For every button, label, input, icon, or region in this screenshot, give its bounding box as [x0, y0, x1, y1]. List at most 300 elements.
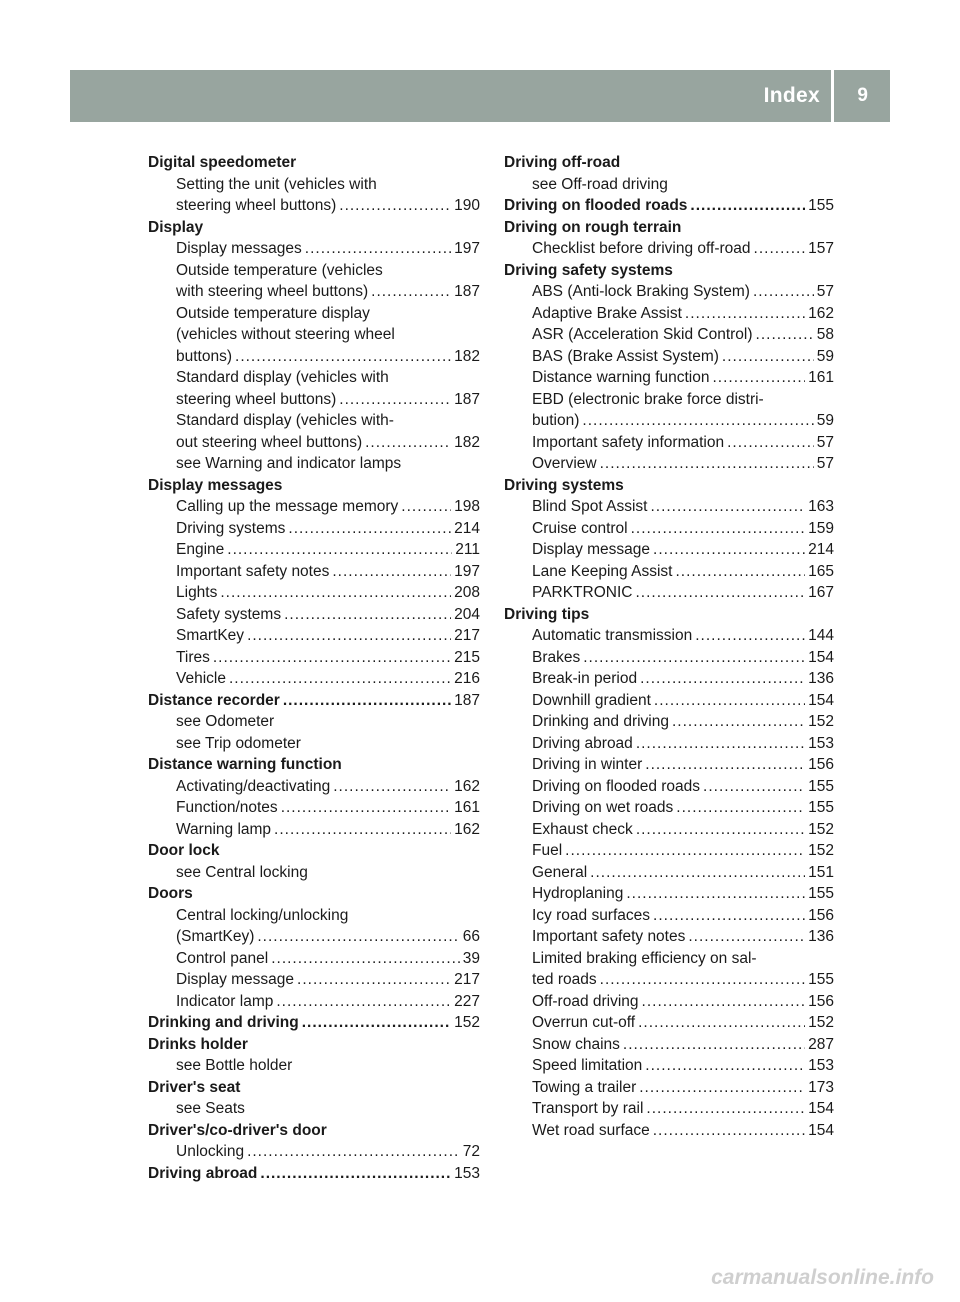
- page-reference[interactable]: 72: [462, 1143, 480, 1160]
- entry-text: Snow chains: [532, 1035, 620, 1053]
- page-reference[interactable]: 59: [816, 347, 834, 365]
- page-reference[interactable]: 39: [462, 949, 480, 967]
- entry-text: Brakes: [532, 648, 581, 666]
- index-subentry: [148, 647, 480, 669]
- page-reference[interactable]: 154: [808, 1100, 834, 1117]
- page-reference[interactable]: 66: [462, 928, 480, 945]
- leader-dots: [756, 324, 814, 346]
- index-subentry: [148, 733, 480, 755]
- entry-text: Driving on flooded roads: [504, 197, 688, 214]
- entry-text: Lane Keeping Assist: [532, 562, 673, 580]
- leader-dots: [333, 776, 451, 798]
- page-reference[interactable]: 190: [454, 197, 480, 214]
- entry-text: Driving on flooded roads: [532, 777, 701, 795]
- leader-dots: [227, 539, 452, 561]
- index-heading: [148, 840, 480, 862]
- leader-dots: [753, 281, 814, 303]
- entry-text: Important safety notes: [532, 928, 686, 945]
- page-reference[interactable]: 162: [454, 777, 480, 795]
- entry-text: Important safety notes: [176, 562, 330, 580]
- index-subentry: [504, 776, 834, 798]
- entry-text: Warning lamp: [176, 820, 272, 838]
- page-reference[interactable]: 215: [454, 648, 480, 666]
- index-heading: [148, 690, 480, 712]
- index-subentry: [504, 410, 834, 432]
- index-subentry: [504, 367, 834, 389]
- leader-dots: [600, 453, 814, 475]
- page-reference[interactable]: 57: [816, 455, 834, 472]
- leader-dots: [305, 238, 451, 260]
- entry-text: Transport by rail: [532, 1100, 644, 1117]
- leader-dots: [645, 1055, 805, 1077]
- page-reference[interactable]: 152: [808, 842, 834, 859]
- entry-text: Display messages: [148, 476, 283, 494]
- index-heading: [148, 754, 480, 776]
- entry-text: Doors: [148, 885, 193, 902]
- entry-text: Standard display (vehicles with: [176, 369, 389, 386]
- entry-text: (SmartKey): [176, 928, 255, 945]
- leader-dots: [653, 539, 805, 561]
- page-reference[interactable]: 162: [808, 304, 834, 322]
- page-reference[interactable]: 182: [454, 433, 480, 451]
- index-subentry: [148, 926, 480, 948]
- entry-text: BAS (Brake Assist System): [532, 347, 719, 365]
- entry-text: (vehicles without steering wheel: [176, 326, 395, 343]
- page-reference[interactable]: 214: [808, 541, 834, 558]
- index-subentry: [504, 561, 834, 583]
- page-reference[interactable]: 216: [454, 670, 480, 687]
- leader-dots: [713, 367, 806, 389]
- entry-text: Driving tips: [504, 605, 590, 623]
- leader-dots: [220, 582, 451, 604]
- entry-text: ABS (Anti-lock Braking System): [532, 283, 750, 300]
- entry-text: Distance recorder: [148, 691, 280, 709]
- entry-text: PARKTRONIC: [532, 584, 633, 601]
- index-subentry: [148, 238, 480, 260]
- entry-text: Wet road surface: [532, 1121, 650, 1139]
- entry-text: Limited braking efficiency on sal-: [532, 949, 757, 967]
- leader-dots: [281, 797, 451, 819]
- entry-text: with steering wheel buttons): [176, 283, 369, 300]
- leader-dots: [653, 905, 805, 927]
- leader-dots: [332, 561, 451, 583]
- entry-text: Display messages: [176, 240, 302, 257]
- index-subentry: [504, 797, 834, 819]
- page-reference[interactable]: 208: [454, 584, 480, 601]
- index-subentry: [148, 389, 480, 411]
- entry-text: see Odometer: [176, 713, 275, 730]
- leader-dots: [339, 389, 451, 411]
- page-reference[interactable]: 155: [808, 197, 834, 214]
- page-title: Index: [763, 84, 820, 107]
- leader-dots: [672, 711, 805, 733]
- page-reference[interactable]: 217: [454, 627, 480, 644]
- page-reference[interactable]: 155: [808, 971, 834, 988]
- index-subentry: [148, 367, 480, 389]
- page-reference[interactable]: 155: [808, 777, 834, 795]
- entry-text: buttons): [176, 347, 233, 365]
- index-heading: [504, 604, 834, 626]
- index-subentry: [148, 496, 480, 518]
- index-heading: [504, 475, 834, 497]
- index-subentry: [504, 733, 834, 755]
- leader-dots: [401, 496, 451, 518]
- index-subentry: [504, 432, 834, 454]
- entry-text: EBD (electronic brake force distri-: [532, 390, 764, 408]
- index-subentry: [504, 1055, 834, 1077]
- page-reference[interactable]: 151: [808, 863, 834, 881]
- leader-dots: [640, 668, 805, 690]
- entry-text: see Bottle holder: [176, 1057, 293, 1074]
- entry-text: Tires: [176, 648, 210, 666]
- leader-dots: [247, 625, 451, 647]
- entry-text: Indicator lamp: [176, 992, 274, 1010]
- entry-text: Overrun cut-off: [532, 1014, 636, 1031]
- entry-text: Distance warning function: [148, 756, 342, 773]
- entry-text: see Central locking: [176, 863, 308, 881]
- leader-dots: [283, 690, 451, 712]
- index-heading: [504, 217, 834, 239]
- index-subentry: [148, 819, 480, 841]
- page-reference[interactable]: 59: [816, 412, 834, 429]
- leader-dots: [565, 840, 805, 862]
- leader-dots: [636, 819, 805, 841]
- page-reference[interactable]: 187: [454, 390, 480, 408]
- entry-text: Exhaust check: [532, 820, 633, 838]
- page-reference[interactable]: 187: [454, 283, 480, 300]
- leader-dots: [229, 668, 451, 690]
- entry-text: steering wheel buttons): [176, 197, 337, 214]
- page-reference[interactable]: 173: [808, 1078, 834, 1096]
- page-reference[interactable]: 161: [808, 369, 834, 386]
- leader-dots: [638, 1012, 805, 1034]
- page-reference[interactable]: 155: [808, 799, 834, 816]
- leader-dots: [645, 754, 805, 776]
- index-subentry: [148, 625, 480, 647]
- page-reference[interactable]: 152: [808, 1014, 834, 1031]
- index-subentry: [504, 518, 834, 540]
- entry-text: Display message: [176, 971, 295, 988]
- leader-dots: [271, 948, 460, 970]
- index-subentry: [148, 410, 480, 432]
- leader-dots: [695, 625, 805, 647]
- index-subentry: [148, 711, 480, 733]
- entry-text: Speed limitation: [532, 1057, 643, 1074]
- entry-text: Function/notes: [176, 799, 278, 816]
- index-subentry: [148, 453, 480, 475]
- leader-dots: [636, 733, 805, 755]
- index-subentry: [504, 819, 834, 841]
- index-heading: [148, 1077, 480, 1099]
- entry-text: Fuel: [532, 842, 563, 859]
- entry-text: Distance warning function: [532, 369, 710, 386]
- entry-text: Icy road surfaces: [532, 906, 651, 924]
- leader-dots: [703, 776, 805, 798]
- page-reference[interactable]: 167: [808, 584, 834, 601]
- entry-text: Hydroplaning: [532, 885, 624, 902]
- page-reference[interactable]: 152: [808, 713, 834, 730]
- entry-text: Digital speedometer: [148, 154, 297, 171]
- entry-text: see Off-road driving: [532, 175, 668, 193]
- leader-dots: [276, 991, 451, 1013]
- page-reference[interactable]: 156: [808, 756, 834, 773]
- index-subentry: [148, 539, 480, 561]
- entry-text: Blind Spot Assist: [532, 498, 648, 515]
- entry-text: bution): [532, 412, 580, 429]
- leader-dots: [371, 281, 451, 303]
- entry-text: Downhill gradient: [532, 691, 651, 709]
- entry-text: steering wheel buttons): [176, 390, 337, 408]
- leader-dots: [635, 582, 805, 604]
- entry-text: ted roads: [532, 971, 597, 988]
- index-subentry: [504, 453, 834, 475]
- index-heading: [148, 1120, 480, 1142]
- index-column-left: [148, 152, 480, 1184]
- page-reference[interactable]: 214: [454, 519, 480, 537]
- index-subentry: [504, 862, 834, 884]
- leader-dots: [260, 1163, 451, 1185]
- index-subentry: [504, 1077, 834, 1099]
- leader-dots: [600, 969, 805, 991]
- page-reference[interactable]: 155: [808, 885, 834, 902]
- page-reference[interactable]: 154: [808, 691, 834, 709]
- entry-text: Driving abroad: [532, 734, 633, 752]
- entry-text: Drinking and driving: [532, 713, 669, 730]
- leader-dots: [727, 432, 814, 454]
- index-heading: [148, 152, 480, 174]
- entry-text: Outside temperature (vehicles: [176, 261, 383, 279]
- entry-text: Driving systems: [504, 476, 624, 494]
- index-subentry: [148, 862, 480, 884]
- entry-text: Driving on rough terrain: [504, 218, 682, 236]
- index-subentry: [148, 303, 480, 325]
- page-reference[interactable]: 227: [454, 992, 480, 1010]
- index-heading: [504, 152, 834, 174]
- index-subentry: [148, 561, 480, 583]
- page-reference[interactable]: 165: [808, 562, 834, 580]
- index-subentry: [504, 926, 834, 948]
- index-subentry: [504, 496, 834, 518]
- index-subentry: [504, 668, 834, 690]
- page-reference[interactable]: 154: [808, 648, 834, 666]
- leader-dots: [274, 819, 451, 841]
- entry-text: Driving off-road: [504, 154, 621, 171]
- leader-dots: [650, 496, 805, 518]
- page-reference[interactable]: 159: [808, 519, 834, 537]
- entry-text: Door lock: [148, 842, 220, 859]
- entry-text: Drinking and driving: [148, 1014, 299, 1031]
- page-reference[interactable]: 162: [454, 820, 480, 838]
- entry-text: SmartKey: [176, 627, 245, 644]
- leader-dots: [284, 604, 451, 626]
- leader-dots: [365, 432, 451, 454]
- index-subentry: [504, 711, 834, 733]
- entry-text: Adaptive Brake Assist: [532, 304, 682, 322]
- leader-dots: [582, 410, 813, 432]
- leader-dots: [297, 969, 451, 991]
- page-reference[interactable]: 58: [816, 326, 834, 343]
- index-subentry: [504, 690, 834, 712]
- index-subentry: [148, 776, 480, 798]
- index-subentry: [504, 647, 834, 669]
- index-subentry: [148, 969, 480, 991]
- index-subentry: [504, 948, 834, 970]
- index-subentry: [504, 346, 834, 368]
- page-reference[interactable]: 153: [454, 1164, 480, 1182]
- leader-dots: [631, 518, 806, 540]
- leader-dots: [288, 518, 451, 540]
- entry-text: Lights: [176, 584, 218, 601]
- page-reference[interactable]: 197: [454, 562, 480, 580]
- index-subentry: [504, 389, 834, 411]
- index-subentry: [148, 195, 480, 217]
- index-subentry: [148, 260, 480, 282]
- index-subentry: [504, 991, 834, 1013]
- index-subentry: [504, 883, 834, 905]
- leader-dots: [626, 883, 805, 905]
- index-subentry: [148, 991, 480, 1013]
- index-subentry: [148, 948, 480, 970]
- page-reference[interactable]: 197: [454, 240, 480, 257]
- index-subentry: [504, 238, 834, 260]
- entry-text: Display: [148, 218, 204, 236]
- index-subentry: [504, 582, 834, 604]
- index-subentry: [504, 754, 834, 776]
- entry-text: Towing a trailer: [532, 1078, 637, 1096]
- leader-dots: [685, 303, 805, 325]
- index-subentry: [148, 905, 480, 927]
- index-subentry: [148, 582, 480, 604]
- index-subentry: [148, 324, 480, 346]
- leader-dots: [235, 346, 451, 368]
- page-reference[interactable]: 156: [808, 906, 834, 924]
- entry-text: Display message: [532, 541, 651, 558]
- entry-text: see Seats: [176, 1100, 245, 1117]
- leader-dots: [213, 647, 451, 669]
- index-subentry: [148, 1098, 480, 1120]
- index-subentry: [504, 539, 834, 561]
- page-reference[interactable]: 198: [454, 498, 480, 515]
- entry-text: Checklist before driving off-road: [532, 240, 751, 257]
- page-reference[interactable]: 144: [808, 627, 834, 644]
- header-bar: [70, 70, 890, 122]
- entry-text: Vehicle: [176, 670, 226, 687]
- entry-text: Driving systems: [176, 519, 286, 537]
- index-subentry: [148, 432, 480, 454]
- leader-dots: [639, 1077, 805, 1099]
- index-heading: [148, 1163, 480, 1185]
- leader-dots: [583, 647, 805, 669]
- page-reference[interactable]: 153: [808, 734, 834, 752]
- leader-dots: [247, 1141, 460, 1163]
- leader-dots: [654, 690, 805, 712]
- leader-dots: [257, 926, 459, 948]
- leader-dots: [754, 238, 806, 260]
- index-subentry: [148, 1055, 480, 1077]
- entry-text: Calling up the message memory: [176, 498, 399, 515]
- entry-text: Driving in winter: [532, 756, 643, 773]
- index-subentry: [148, 346, 480, 368]
- index-heading: [148, 1034, 480, 1056]
- index-subentry: [148, 604, 480, 626]
- entry-text: Safety systems: [176, 605, 282, 623]
- page-reference[interactable]: 156: [808, 992, 834, 1010]
- leader-dots: [646, 1098, 805, 1120]
- index-subentry: [504, 281, 834, 303]
- index-subentry: [148, 668, 480, 690]
- entry-text: Engine: [176, 541, 225, 558]
- page-reference[interactable]: 136: [808, 928, 834, 945]
- entry-text: Off-road driving: [532, 992, 639, 1010]
- index-subentry: [504, 174, 834, 196]
- entry-text: Control panel: [176, 949, 269, 967]
- page-reference[interactable]: 157: [808, 240, 834, 257]
- leader-dots: [722, 346, 814, 368]
- index-subentry: [504, 969, 834, 991]
- page-reference[interactable]: 163: [808, 498, 834, 515]
- page-reference[interactable]: 152: [808, 820, 834, 838]
- index-subentry: [504, 1120, 834, 1142]
- index-subentry: [504, 1034, 834, 1056]
- entry-text: Driver's/co-driver's door: [148, 1121, 327, 1139]
- entry-text: Setting the unit (vehicles with: [176, 175, 377, 193]
- index-subentry: [504, 303, 834, 325]
- page-reference[interactable]: 153: [808, 1057, 834, 1074]
- header-divider: [831, 70, 834, 122]
- entry-text: Drinks holder: [148, 1035, 248, 1053]
- page-reference[interactable]: 182: [454, 347, 480, 365]
- entry-text: Driving abroad: [148, 1164, 258, 1182]
- page-reference[interactable]: 57: [816, 283, 834, 300]
- index-subentry: [504, 840, 834, 862]
- entry-text: ASR (Acceleration Skid Control): [532, 326, 753, 343]
- index-subentry: [504, 625, 834, 647]
- leader-dots: [302, 1012, 451, 1034]
- index-heading: [504, 260, 834, 282]
- page-reference[interactable]: 152: [454, 1014, 480, 1031]
- page-reference[interactable]: 187: [454, 691, 480, 709]
- index-heading: [504, 195, 834, 217]
- index-heading: [148, 1012, 480, 1034]
- leader-dots: [676, 797, 805, 819]
- page-reference[interactable]: 154: [808, 1121, 834, 1139]
- page-reference[interactable]: 211: [455, 541, 480, 558]
- index-subentry: [504, 1012, 834, 1034]
- entry-text: General: [532, 863, 588, 881]
- index-subentry: [504, 324, 834, 346]
- page-reference[interactable]: 57: [816, 433, 834, 451]
- index-column-right: [504, 152, 834, 1141]
- page-reference[interactable]: 136: [808, 670, 834, 687]
- entry-text: Overview: [532, 455, 597, 472]
- leader-dots: [590, 862, 805, 884]
- page-reference[interactable]: 161: [454, 799, 480, 816]
- entry-text: Driving safety systems: [504, 261, 673, 279]
- index-subentry: [148, 281, 480, 303]
- leader-dots: [688, 926, 805, 948]
- leader-dots: [675, 561, 805, 583]
- entry-text: see Trip odometer: [176, 734, 301, 752]
- page-reference[interactable]: 204: [454, 605, 480, 623]
- page-number: 9: [857, 85, 868, 106]
- leader-dots: [623, 1034, 805, 1056]
- entry-text: out steering wheel buttons): [176, 433, 363, 451]
- entry-text: Activating/deactivating: [176, 777, 331, 795]
- page-reference[interactable]: 217: [454, 971, 480, 988]
- watermark: carmanualsonline.info: [711, 1266, 934, 1289]
- index-subentry: [148, 518, 480, 540]
- page-reference[interactable]: 287: [808, 1035, 834, 1053]
